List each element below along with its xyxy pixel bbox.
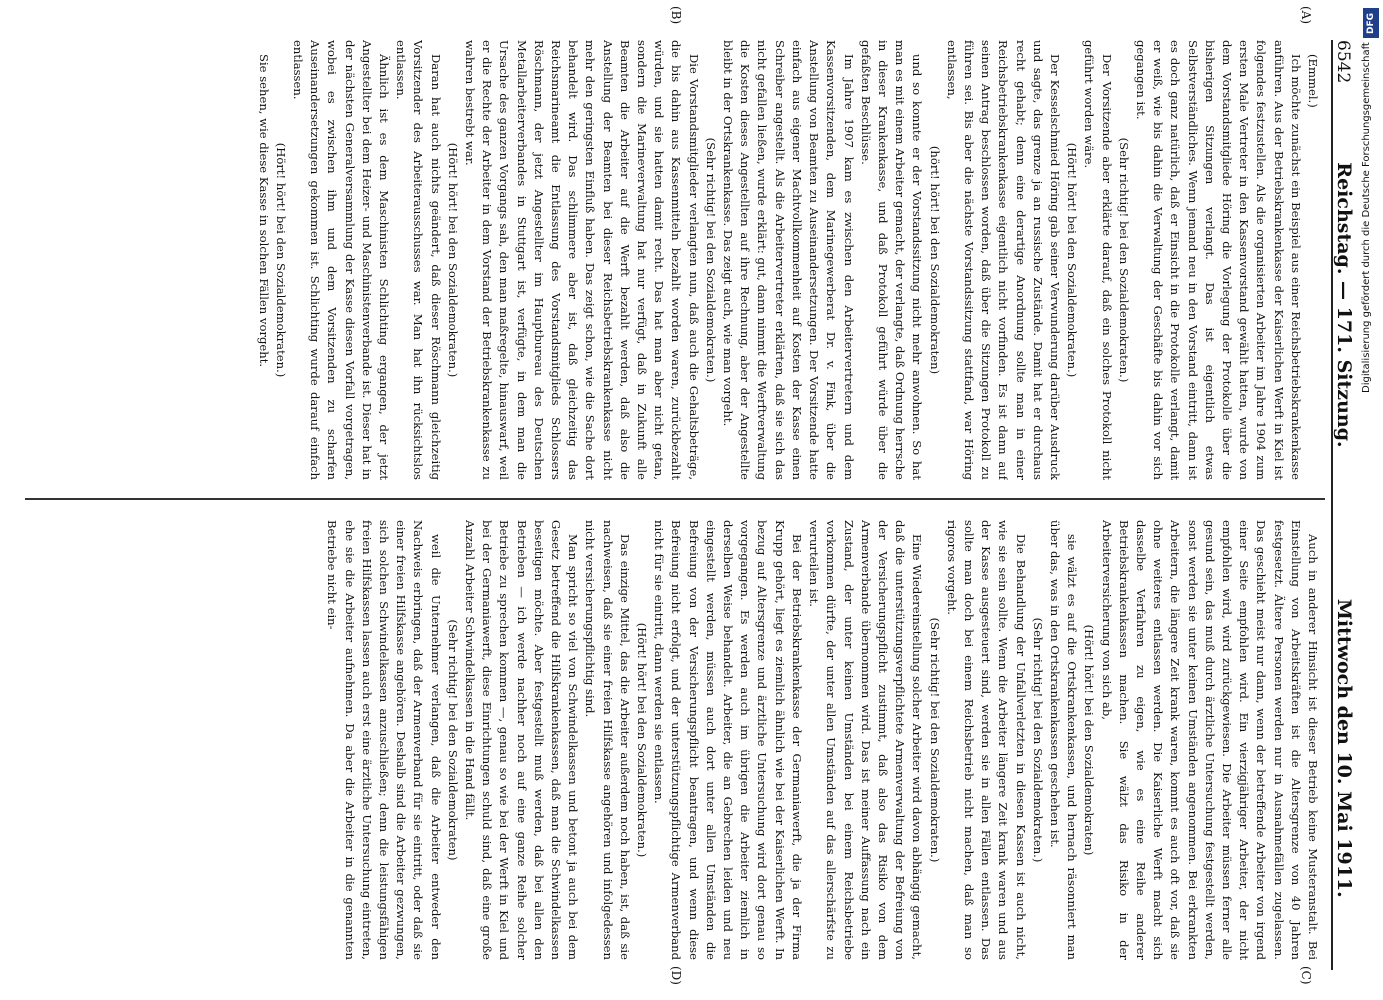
paragraph: Der Kesselschmied Höring gab seiner Verwunderung darüber Ausdruck und sagte, das grenze ja an russische Zustände. Damit hat er durchaus recht gehabt; denn eine derartige Anordnung sollte man in einer Reichsbetriebskrankenkasse eigentlich nicht vorfinden. Es ist dann auf seinen Antrag beschlossen worden, daß über die Sitzungen Protokoll zu führen sei. Bis aber die nächste Vorstandssitzung stattfand, war Höring entlassen, [944, 40, 1062, 480]
margin-marker-d: (D) [669, 966, 683, 985]
interjection: (hört! hört! bei den Sozialdemokraten) [927, 145, 942, 375]
paragraph: Auch in anderer Hinsicht ist dieser Betrieb keine Musteranstalt. Bei Einstellung von Arbeitskräften ist die Altersgrenze von 40 Jahren festgesetzt. Ältere Personen werden nur in Ausnahmefällen zugelassen. Das geschieht meist nur dann, wenn der betreffende Arbeiter von irgend einer Seite empfohlen wird. Ein vierzigjähriger Arbeiter, der nicht empfohlen wird, wird zurückgewiesen. Die Arbeiter müssen ferner alle gesund sein, das muß durch ärztliche Untersuchung festgestellt werden, sonst werden sie unter keinen Umständen angenommen. Bei erkrankten Arbeitern, die längere Zeit krank waren, kommt es auch oft vor, daß sie ohne weiteres entlassen werden. Die Kaiserliche Werft macht sich dasselbe Verfahren zu eigen, wie es eine Reihe anderer Betriebskrankenkassen machen. Sie wälzt das Risiko in der Arbeiterversicherung von sich ab, [1099, 520, 1320, 960]
interjection: (Hört! hört! bei den Sozialdemokraten.) [273, 142, 288, 378]
header-right-title: Mittwoch den 10. Mai 1911. [1333, 598, 1355, 898]
left-column [31, 40, 1321, 480]
interjection: (Hört! hört! bei den Sozialdemokraten) [1082, 624, 1097, 856]
paragraph: Der Vorsitzende aber erklärte darauf, daß ein solches Protokoll nicht geführt worden wäre. [1082, 40, 1114, 480]
interjection: (Sehr richtig! bei den Sozialdemokraten.) [1030, 617, 1045, 863]
speaker-label: (Emmel.) [1306, 54, 1320, 108]
paragraph: Die Behandlung der Unfallverletzten in diesen Kassen ist auch nicht, wie sie sein sollte. Wenn die Arbeiter längere Zeit krank waren und aus der Kasse ausgesteuert sind, werden sie in allen Fällen entlassen. Das sollte man doch bei einem Reichsbetrieb nicht machen, daß man so rigoros vorgeht. [944, 520, 1028, 960]
interjection: (Hört! hört! bei den Sozialdemokraten.) [635, 622, 650, 858]
left-paragraphs [254, 40, 1303, 480]
margin-marker-a: (A) [1299, 6, 1313, 25]
interjection: (Hört! hört! bei den Sozialdemokraten.) [445, 142, 460, 378]
paragraph: Die Vorstandsmitglieder verlangten nun, daß auch die Gehaltsbeträge, die bis dahin aus Kassenmitteln bezahlt worden waren, zurückbezahlt würden, und sie hatten damit recht. Das hat man aber nicht getan, sondern die Marineverwaltung hat nur verfügt, daß in Zukunft alle Beamten die Arbeiter auf die Werft bezahlt werden, daß also die Anstellung der Beamten bei dieser Reichsbetriebskrankenkasse nicht mehr den geringsten Einfluß haben. Das zeigt schon, wie die Sache dort behandelt wird. Das schlimmere aber ist, daß gleichzeitig das Reichsmarineamt die Entlassung des Vorstandsmitglieds Schlossers Röschmann, der jetzt Angestellter im Hauptbureau des Deutschen Metallarbeiterverbandes in Stuttgart ist, verfügte, in dem man die Ursache des ganzen Vorgangs sah, den man maßregelte, hinauswarf, weil er die Rechte der Arbeiter in dem Vorstand der Betriebskrankenkasse zu wahren bestrebt war. [463, 40, 701, 480]
dfg-logo: DFG [1363, 8, 1379, 38]
interjection: (Sehr richtig! bei den Sozialdemokraten.) [927, 617, 942, 863]
paragraph: Bei der Betriebskrankenkasse der Germaniawerft, die ja der Firma Krupp gehört, liegt es ziemlich ähnlich wie bei der Kaiserlichen Werft. In bezug auf Altersgrenze und ärztliche Untersuchung wird dort genau so vorgegangen. Es werden auch im übrigen die Arbeiter ziemlich in derselben Weise behandelt. Arbeiter, die an Gebrechen leiden und neu eingestellt werden, müssen auch dort unter allen Umständen die Befreiung von der Versicherungspflicht beantragen, und wenn diese Befreiung nicht erfolgt, und der unterstützungspflichtige Armenverband nicht für sie eintritt, dann werden sie entlassen. [652, 520, 804, 960]
right-paragraphs [323, 520, 1321, 960]
dfg-funding-note: Digitalisierung gefördert durch die Deutsche Forschungsgemeinschaft [1361, 42, 1372, 393]
paragraph: und so konnte er der Vorstandssitzung nicht mehr anwohnen. So hat man es mit einem Arbeiter gemacht, der verlangte, daß Ordnung herrsche in dieser Krankenkasse, und daß Protokoll geführt würde über die gefaßten Beschlüsse. [858, 40, 925, 480]
interjection: (Hört! hört! bei den Sozialdemokraten.) [1065, 142, 1080, 378]
paragraph: Daran hat auch nichts geändert, daß dieser Röschmann gleichzeitig Vorsitzender des Arbeiterausschusses war. Man hat ihn rücksichtslos entlassen. [394, 40, 443, 480]
paragraph: Das einzige Mittel, das die Arbeiter außerdem noch haben, ist, daß sie nachweisen, daß sie einer freien Hilfskasse angehören und infolgedessen nicht versicherungspflichtig sind. [583, 520, 632, 960]
margin-marker-b: (B) [669, 6, 683, 25]
paragraph: Ähnlich ist es dem Maschinisten Schlichting ergangen, der jetzt Angestellter bei dem Heizer- und Maschinistenverbande ist. Dieser hat in der nächsten Generalversammlung der Kasse diesen Vorfall vorgetragen, wobei es zwischen ihm und dem Vorsitzenden zu scharfen Auseinandersetzungen gekommen ist. Schlichting wurde darauf einfach entlassen. [291, 40, 392, 480]
paragraph: Sie sehen, wie diese Kasse in solchen Fällen vorgeht. [256, 54, 271, 368]
margin-marker-c: (C) [1299, 966, 1313, 985]
paragraph: Ich möchte zunächst ein Beispiel aus einer Reichsbetriebskrankenkasse anführen. Aus der Betriebskrankenkasse der Kaiserlichen Werft in Kiel ist folgendes festzustellen. Als die organisierten Arbeiter im Jahre 1904 zum ersten Male Vertreter in den Kassenvorstand gewählt hatten, wurde von dem Vorstandsmitgliede Höring die Vorlegung der Protokolle über die bisherigen Sitzungen verlangt. Das ist eigentlich etwas Selbstverständliches. Wenn jemand neu in den Vorstand eintritt, dann ist es doch ganz natürlich, daß er Einsicht in die Protokolle verlangt, damit er weiß, wie bis dahin die Verwaltung der Geschäfte bis dahin vor sich gegangen ist. [1133, 40, 1303, 480]
column-divider [25, 498, 1325, 500]
dfg-strip [1359, 0, 1383, 1000]
interjection: (Sehr richtig! bei den Sozialdemokraten) [445, 619, 460, 861]
paragraph: Im Jahre 1907 kam es zwischen den Arbeitervertretern und dem Kassenvorsitzenden, dem Marinegewerberat Dr. v. Fink, über die Anstellung von Beamten zu Auseinandersetzungen. Der Vorsitzende hatte einfach aus eigener Machtvollkommenheit auf Kosten der Kasse einen Schreiber angestellt. Als die Arbeitervertreter erklärten, daß sie sich das nicht gefallen ließen, wurde erklärt: gut, dann nimmt die Werftverwaltung die Kosten dieses Angestellten auf ihre Rechnung, aber der Angestellte bleibt in der Ortskrankenkasse. Das zeigt auch, wie man vorgeht. [721, 40, 856, 480]
paragraph: weil die Unternehmer verlangen, daß die Arbeiter entweder den Nachweis erbringen, daß der Armenverband für sie eintritt, oder daß sie einer freien Hilfskasse angehören. Deshalb sind die Arbeiter gezwungen, sich solchen Schwindelkassen anzuschließen; denn die leistungsfähigen freien Hilfskassen lassen auch erst eine ärztliche Untersuchung eintreten, ehe sie die Arbeiter aufnehmen. Da aber die Arbeiter in die genannten Betriebe nicht ein- [325, 520, 443, 960]
interjection: (Sehr richtig! bei den Sozialdemokraten.) [1116, 137, 1131, 383]
paragraph: Man spricht so viel von Schwindelkassen und betont ja auch bei dem Gesetz betreffend die Hilfskrankenkassen, daß man die Schwindelkassen beseitigen möchte. Aber festgestellt muß werden, daß bei allen den Betrieben — ich werde nachher noch auf eine ganze Reihe solcher Betriebe zu sprechen kommen —, genau so wie bei der Werft in Kiel und bei der Germaniawerft, diese Einrichtungen schuld sind, daß eine große Anzahl Arbeiter Schwindelkassen in die Hand fällt. [463, 520, 581, 960]
right-column [31, 520, 1321, 960]
interjection: (Sehr richtig! bei den Sozialdemokraten.) [703, 137, 718, 383]
page-number: 6542 [1333, 40, 1353, 84]
paragraph: Eine Wiedereinstellung solcher Arbeiter wird davon abhängig gemacht, daß die unterstützungsverpflichtete Armenverwaltung der Befreiung von der Versicherungspflicht zustimmt, daß also das Risiko von dem Armenverbande übernommen wird. Das ist meiner Auffassung nach ein Zustand, der unter keinen Umständen bei einem Reichsbetriebe vorkommen dürfte, der unter allen Umständen auf das allerschärfste zu verurteilen ist. [807, 520, 925, 960]
header-left-title: Reichstag. — 171. Sitzung. [1333, 162, 1355, 448]
paragraph: sie wälzt es auf die Ortskrankenkassen, und hernach räsonniert man über das, was in den Ortskrankenkassen geschehen ist. [1047, 520, 1080, 960]
